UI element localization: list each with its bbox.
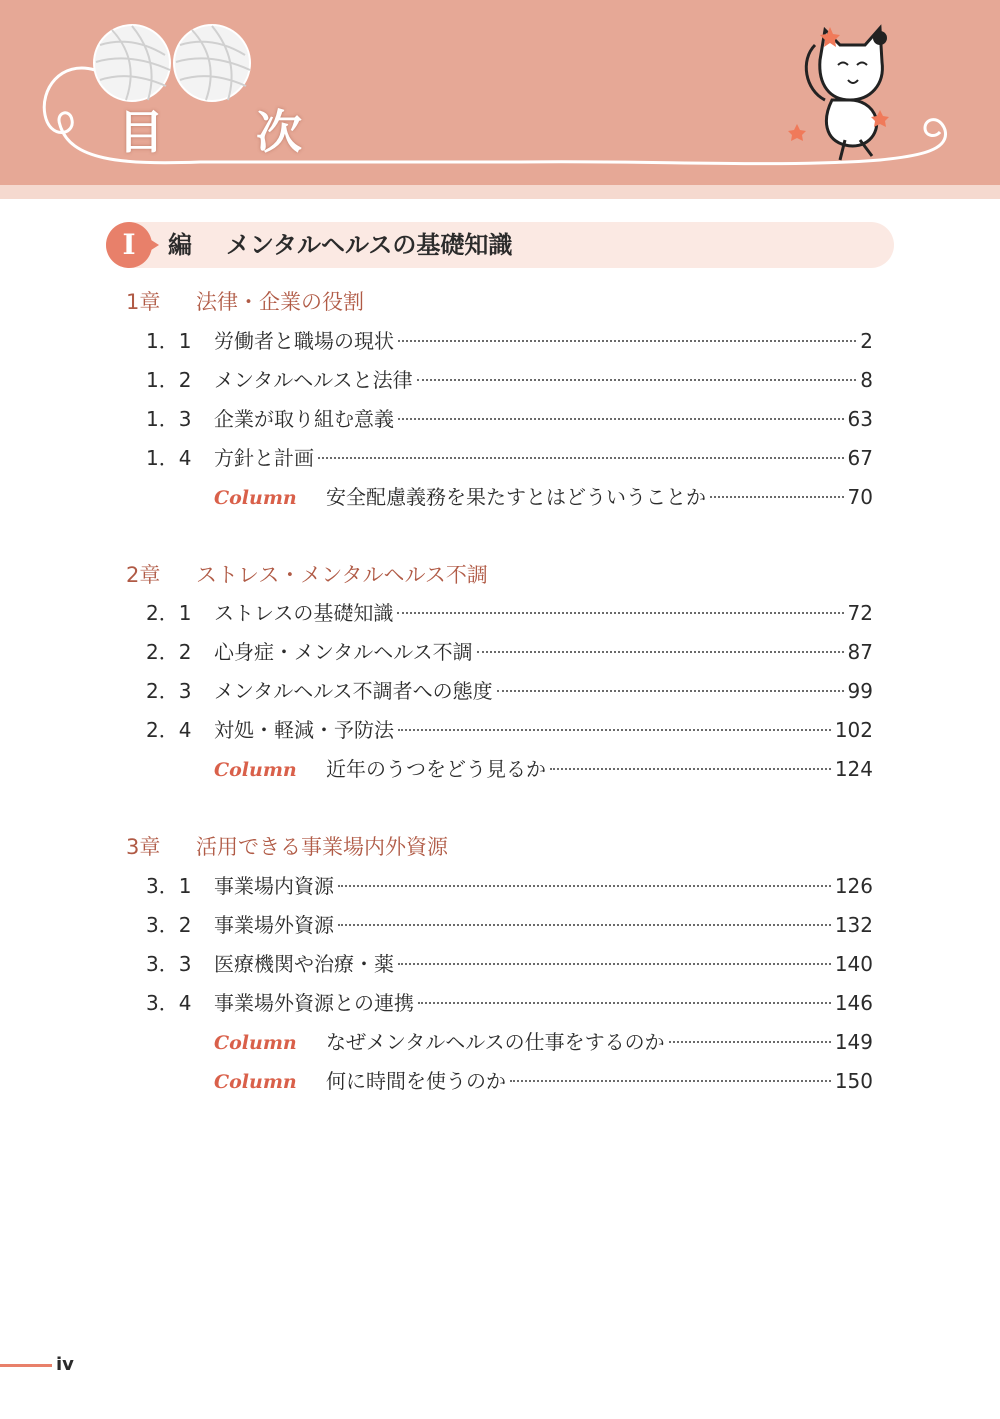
- toc-entry[interactable]: [146, 365, 873, 395]
- leader-dots: [398, 729, 831, 731]
- toc-column-entry[interactable]: [146, 482, 873, 512]
- leader-dots: [417, 379, 857, 381]
- section-title: 事業場外資源との連携: [214, 991, 414, 1015]
- footer-accent-line: [0, 1364, 52, 1367]
- section-title: 対処・軽減・予防法: [214, 718, 394, 742]
- section-title: メンタルヘルス不調者への態度: [214, 679, 493, 703]
- toc-column-entry[interactable]: [146, 754, 873, 784]
- section-title: 企業が取り組む意義: [214, 407, 394, 431]
- leader-dots: [398, 963, 831, 965]
- page-number: 67: [847, 446, 873, 470]
- page-number: 124: [834, 757, 873, 781]
- section-number: 3．2: [146, 913, 192, 937]
- section-number: 2．2: [146, 640, 192, 664]
- page-number: 140: [834, 952, 873, 976]
- page-number: 126: [834, 874, 873, 898]
- section-title: ストレスの基礎知識: [214, 601, 394, 625]
- chapter-heading[interactable]: [126, 832, 448, 862]
- toc-entry[interactable]: [146, 404, 873, 434]
- section-number: 1．4: [146, 446, 192, 470]
- part-badge-pointer: [148, 238, 159, 252]
- toc-entry[interactable]: [146, 871, 873, 901]
- section-title: 事業場内資源: [214, 874, 334, 898]
- section-number: 3．3: [146, 952, 192, 976]
- yarn-ball-icon: [94, 25, 170, 101]
- leader-dots: [510, 1080, 831, 1082]
- column-label: Column: [214, 1071, 297, 1093]
- page-number: 99: [847, 679, 873, 703]
- column-title: 近年のうつをどう見るか: [326, 757, 546, 781]
- toc-column-entry[interactable]: [146, 1066, 873, 1096]
- leader-dots: [710, 496, 844, 498]
- toc-entry[interactable]: [146, 326, 873, 356]
- chapter-number: 2章: [126, 563, 161, 587]
- section-title: 事業場外資源: [214, 913, 334, 937]
- section-number: 1．2: [146, 368, 192, 392]
- section-number: 2．3: [146, 679, 192, 703]
- section-number: 3．4: [146, 991, 192, 1015]
- section-title: 労働者と職場の現状: [214, 329, 394, 353]
- page-number: 70: [847, 485, 873, 509]
- page-number: 87: [847, 640, 873, 664]
- part-number-badge: I: [106, 222, 152, 268]
- page-number: 150: [834, 1069, 873, 1093]
- toc-entry[interactable]: [146, 637, 873, 667]
- section-title: 医療機関や治療・薬: [214, 952, 394, 976]
- section-number: 2．4: [146, 718, 192, 742]
- section-title: 方針と計画: [214, 446, 314, 470]
- column-title: 安全配慮義務を果たすとはどういうことか: [326, 485, 706, 509]
- leader-dots: [497, 690, 844, 692]
- footer-page-number: iv: [56, 1354, 74, 1375]
- chapter-heading[interactable]: [126, 560, 488, 590]
- section-number: 2．1: [146, 601, 192, 625]
- chapter-title: 活用できる事業場内外資源: [196, 835, 448, 859]
- yarn-ball-icon: [174, 25, 250, 101]
- part-title: メンタルヘルスの基礎知識: [226, 231, 513, 259]
- toc-entry[interactable]: [146, 443, 873, 473]
- leader-dots: [397, 612, 843, 614]
- chapter-title: ストレス・メンタルヘルス不調: [196, 563, 488, 587]
- toc-entry[interactable]: [146, 715, 873, 745]
- column-label: Column: [214, 1032, 297, 1054]
- leader-dots: [398, 418, 844, 420]
- section-number: 1．1: [146, 329, 192, 353]
- toc-entry[interactable]: [146, 676, 873, 706]
- leader-dots: [318, 457, 844, 459]
- toc-entry[interactable]: [146, 598, 873, 628]
- column-label: Column: [214, 487, 297, 509]
- chapter-heading[interactable]: [126, 287, 364, 317]
- column-label: Column: [214, 759, 297, 781]
- toc-column-entry[interactable]: [146, 1027, 873, 1057]
- leader-dots: [550, 768, 831, 770]
- toc-entry[interactable]: [146, 910, 873, 940]
- section-number: 3．1: [146, 874, 192, 898]
- chapter-number: 1章: [126, 290, 161, 314]
- page-number: 2: [860, 329, 873, 353]
- leader-dots: [398, 340, 856, 342]
- toc-entry[interactable]: [146, 988, 873, 1018]
- cat-illustration: [806, 28, 887, 160]
- toc-entry[interactable]: [146, 949, 873, 979]
- column-title: 何に時間を使うのか: [326, 1069, 506, 1093]
- leader-dots: [338, 885, 831, 887]
- page-number: 146: [834, 991, 873, 1015]
- section-title: メンタルヘルスと法律: [214, 368, 413, 392]
- chapter-number: 3章: [126, 835, 161, 859]
- page-title: 目 次: [118, 105, 341, 159]
- leader-dots: [338, 924, 831, 926]
- page-number: 72: [847, 601, 873, 625]
- column-title: なぜメンタルヘルスの仕事をするのか: [326, 1030, 665, 1054]
- page-number: 149: [834, 1030, 873, 1054]
- page-number: 102: [834, 718, 873, 742]
- chapter-title: 法律・企業の役割: [196, 290, 364, 314]
- page-number: 63: [847, 407, 873, 431]
- section-title: 心身症・メンタルヘルス不調: [214, 640, 473, 664]
- leader-dots: [669, 1041, 831, 1043]
- leader-dots: [418, 1002, 831, 1004]
- part-label: 編: [168, 231, 192, 259]
- page-number: 8: [860, 368, 873, 392]
- section-number: 1．3: [146, 407, 192, 431]
- page-number: 132: [834, 913, 873, 937]
- leader-dots: [477, 651, 844, 653]
